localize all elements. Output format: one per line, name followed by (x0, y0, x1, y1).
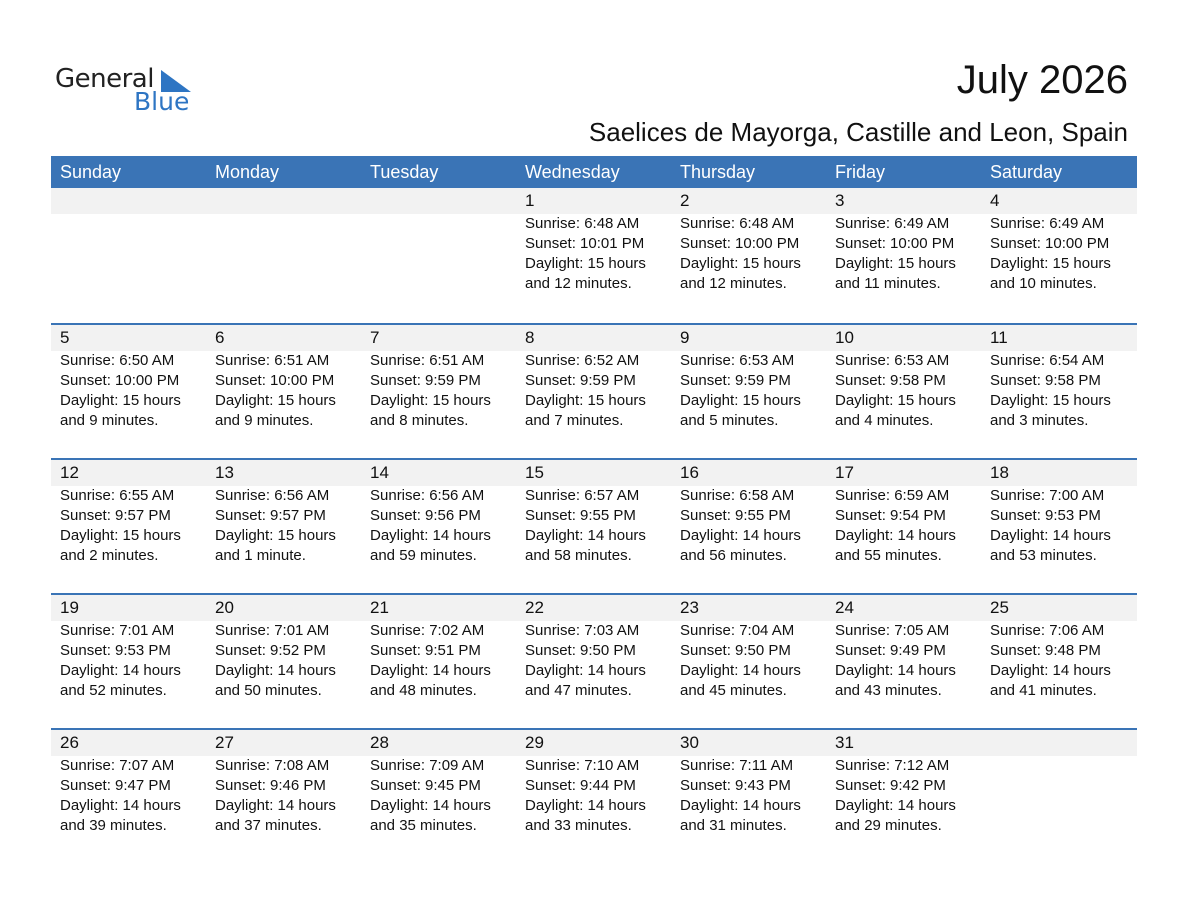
daylight-minutes: and 43 minutes. (835, 682, 942, 699)
sunset-time: Sunset: 10:00 PM (990, 235, 1110, 252)
weekday-wednesday: Wednesday (525, 162, 620, 182)
daylight-minutes: and 9 minutes. (215, 412, 314, 429)
day-number: 16 (680, 463, 699, 482)
day-number: 3 (835, 191, 845, 210)
calendar-week (51, 188, 1137, 323)
calendar-day (361, 325, 516, 458)
calendar-day (516, 460, 671, 593)
day-number: 28 (370, 733, 389, 752)
location-subtitle: Saelices de Mayorga, Castille and Leon, Spain (588, 117, 1128, 147)
daylight-minutes: and 52 minutes. (60, 682, 167, 699)
sunrise-time: Sunrise: 6:55 AM (60, 487, 175, 504)
day-number: 30 (680, 733, 699, 752)
calendar-day (361, 595, 516, 728)
daylight-minutes: and 2 minutes. (60, 547, 159, 564)
sunrise-time: Sunrise: 7:06 AM (990, 622, 1105, 639)
daylight-hours: Daylight: 14 hours (835, 527, 956, 544)
calendar-day (981, 460, 1136, 593)
day-number: 12 (60, 463, 79, 482)
sunset-time: Sunset: 9:49 PM (835, 642, 946, 659)
daylight-hours: Daylight: 15 hours (525, 392, 646, 409)
calendar-day (826, 730, 981, 863)
day-number: 6 (215, 328, 225, 347)
sunrise-time: Sunrise: 6:50 AM (60, 352, 175, 369)
sunset-time: Sunset: 9:57 PM (60, 507, 171, 524)
day-number: 4 (990, 191, 1000, 210)
calendar-day (671, 325, 826, 458)
day-number: 23 (680, 598, 699, 617)
sunrise-time: Sunrise: 6:56 AM (370, 487, 485, 504)
calendar-day (826, 595, 981, 728)
sunrise-time: Sunrise: 7:11 AM (680, 757, 794, 774)
sunrise-time: Sunrise: 7:01 AM (60, 622, 175, 639)
daylight-minutes: and 10 minutes. (990, 275, 1097, 292)
sunset-time: Sunset: 9:59 PM (525, 372, 636, 389)
day-number: 10 (835, 328, 854, 347)
daylight-hours: Daylight: 15 hours (60, 527, 181, 544)
calendar-day-empty (981, 730, 1136, 863)
sunset-time: Sunset: 9:53 PM (990, 507, 1101, 524)
calendar-week (51, 593, 1137, 728)
day-number: 26 (60, 733, 79, 752)
weekday-sunday: Sunday (60, 162, 122, 182)
sunrise-time: Sunrise: 6:48 AM (680, 215, 795, 232)
sunset-time: Sunset: 9:48 PM (990, 642, 1101, 659)
sunset-time: Sunset: 9:56 PM (370, 507, 481, 524)
daylight-hours: Daylight: 14 hours (370, 527, 491, 544)
sunset-time: Sunset: 9:51 PM (370, 642, 481, 659)
sunrise-time: Sunrise: 6:51 AM (370, 352, 485, 369)
sunset-time: Sunset: 9:54 PM (835, 507, 946, 524)
day-number: 19 (60, 598, 79, 617)
daylight-minutes: and 48 minutes. (370, 682, 477, 699)
sunset-time: Sunset: 9:47 PM (60, 777, 171, 794)
day-number: 27 (215, 733, 234, 752)
calendar-day-empty (51, 188, 206, 323)
day-number: 18 (990, 463, 1009, 482)
sunrise-time: Sunrise: 7:12 AM (835, 757, 950, 774)
day-number: 7 (370, 328, 380, 347)
daylight-minutes: and 33 minutes. (525, 817, 632, 834)
sunrise-time: Sunrise: 6:54 AM (990, 352, 1105, 369)
sunset-time: Sunset: 10:00 PM (60, 372, 180, 389)
daylight-hours: Daylight: 14 hours (990, 662, 1111, 679)
daylight-hours: Daylight: 15 hours (215, 392, 336, 409)
daylight-hours: Daylight: 15 hours (680, 392, 801, 409)
day-number: 15 (525, 463, 544, 482)
sunset-time: Sunset: 9:58 PM (835, 372, 946, 389)
calendar-day-empty (206, 188, 361, 323)
calendar-day (206, 325, 361, 458)
day-number: 29 (525, 733, 544, 752)
daylight-minutes: and 59 minutes. (370, 547, 477, 564)
sunset-time: Sunset: 9:42 PM (835, 777, 946, 794)
daylight-hours: Daylight: 14 hours (835, 797, 956, 814)
daylight-hours: Daylight: 15 hours (370, 392, 491, 409)
daylight-hours: Daylight: 15 hours (835, 392, 956, 409)
daylight-minutes: and 55 minutes. (835, 547, 942, 564)
daylight-hours: Daylight: 14 hours (60, 662, 181, 679)
sunrise-time: Sunrise: 6:53 AM (835, 352, 950, 369)
calendar-week (51, 728, 1137, 863)
sunrise-time: Sunrise: 7:08 AM (215, 757, 330, 774)
sunset-time: Sunset: 10:00 PM (215, 372, 335, 389)
calendar-day (206, 730, 361, 863)
daylight-hours: Daylight: 15 hours (835, 255, 956, 272)
daylight-hours: Daylight: 15 hours (680, 255, 801, 272)
sunset-time: Sunset: 9:55 PM (525, 507, 636, 524)
calendar-day (51, 325, 206, 458)
daylight-hours: Daylight: 15 hours (990, 392, 1111, 409)
daylight-hours: Daylight: 14 hours (525, 662, 646, 679)
sunrise-time: Sunrise: 6:49 AM (835, 215, 950, 232)
day-number: 1 (525, 191, 535, 210)
daylight-minutes: and 7 minutes. (525, 412, 624, 429)
daylight-minutes: and 50 minutes. (215, 682, 322, 699)
day-number: 14 (370, 463, 389, 482)
daylight-hours: Daylight: 15 hours (990, 255, 1111, 272)
daylight-minutes: and 12 minutes. (680, 275, 787, 292)
daylight-minutes: and 5 minutes. (680, 412, 779, 429)
day-number: 11 (990, 328, 1008, 347)
calendar-day (51, 730, 206, 863)
sunrise-time: Sunrise: 7:10 AM (525, 757, 640, 774)
sunset-time: Sunset: 9:59 PM (370, 372, 481, 389)
weekday-saturday: Saturday (990, 162, 1063, 182)
sunset-time: Sunset: 9:45 PM (370, 777, 481, 794)
calendar-day (826, 460, 981, 593)
calendar-day (826, 188, 981, 323)
sunset-time: Sunset: 9:43 PM (680, 777, 791, 794)
calendar-day (981, 595, 1136, 728)
sunrise-time: Sunrise: 6:57 AM (525, 487, 640, 504)
sunset-time: Sunset: 10:00 PM (835, 235, 955, 252)
sunset-time: Sunset: 10:01 PM (525, 235, 645, 252)
daylight-minutes: and 35 minutes. (370, 817, 477, 834)
daylight-minutes: and 1 minute. (215, 547, 306, 564)
sunset-time: Sunset: 9:44 PM (525, 777, 636, 794)
daylight-hours: Daylight: 14 hours (680, 662, 801, 679)
sunset-time: Sunset: 10:00 PM (680, 235, 800, 252)
daylight-minutes: and 45 minutes. (680, 682, 787, 699)
day-number: 21 (370, 598, 389, 617)
daylight-hours: Daylight: 14 hours (525, 797, 646, 814)
calendar-day (51, 595, 206, 728)
daylight-hours: Daylight: 14 hours (370, 662, 491, 679)
sunrise-time: Sunrise: 7:07 AM (60, 757, 175, 774)
daylight-minutes: and 8 minutes. (370, 412, 469, 429)
calendar-day (361, 460, 516, 593)
sunset-time: Sunset: 9:55 PM (680, 507, 791, 524)
daylight-hours: Daylight: 14 hours (990, 527, 1111, 544)
daylight-hours: Daylight: 14 hours (215, 662, 336, 679)
sunset-time: Sunset: 9:53 PM (60, 642, 171, 659)
day-number: 8 (525, 328, 535, 347)
logo-blue-text: Blue (134, 87, 190, 116)
daylight-hours: Daylight: 14 hours (370, 797, 491, 814)
sunset-time: Sunset: 9:59 PM (680, 372, 791, 389)
sunrise-time: Sunrise: 6:59 AM (835, 487, 950, 504)
calendar-day (671, 460, 826, 593)
sunset-time: Sunset: 9:57 PM (215, 507, 326, 524)
sunrise-time: Sunrise: 6:58 AM (680, 487, 795, 504)
day-number: 24 (835, 598, 854, 617)
daylight-minutes: and 9 minutes. (60, 412, 159, 429)
sunrise-time: Sunrise: 6:51 AM (215, 352, 330, 369)
day-number: 17 (835, 463, 854, 482)
daylight-minutes: and 41 minutes. (990, 682, 1097, 699)
sunrise-time: Sunrise: 6:48 AM (525, 215, 640, 232)
calendar-day (671, 188, 826, 323)
logo (55, 64, 205, 120)
sunrise-time: Sunrise: 6:52 AM (525, 352, 640, 369)
calendar-day (671, 730, 826, 863)
sunrise-time: Sunrise: 7:00 AM (990, 487, 1105, 504)
sunset-time: Sunset: 9:58 PM (990, 372, 1101, 389)
calendar-grid (51, 188, 1137, 863)
daylight-minutes: and 37 minutes. (215, 817, 322, 834)
calendar-day (981, 188, 1136, 323)
calendar-day (981, 325, 1136, 458)
sunrise-time: Sunrise: 7:09 AM (370, 757, 485, 774)
daylight-hours: Daylight: 14 hours (525, 527, 646, 544)
sunrise-time: Sunrise: 6:53 AM (680, 352, 795, 369)
sunrise-time: Sunrise: 7:02 AM (370, 622, 485, 639)
daylight-minutes: and 3 minutes. (990, 412, 1089, 429)
calendar-day (516, 188, 671, 323)
sunrise-time: Sunrise: 7:05 AM (835, 622, 950, 639)
daylight-hours: Daylight: 14 hours (835, 662, 956, 679)
sunset-time: Sunset: 9:50 PM (525, 642, 636, 659)
sunrise-time: Sunrise: 7:03 AM (525, 622, 640, 639)
sunrise-time: Sunrise: 7:04 AM (680, 622, 795, 639)
sunrise-time: Sunrise: 6:56 AM (215, 487, 330, 504)
daylight-minutes: and 39 minutes. (60, 817, 167, 834)
weekday-friday: Friday (835, 162, 886, 182)
calendar-day (361, 730, 516, 863)
day-number: 5 (60, 328, 70, 347)
daylight-hours: Daylight: 14 hours (60, 797, 181, 814)
sunset-time: Sunset: 9:46 PM (215, 777, 326, 794)
day-number: 13 (215, 463, 234, 482)
daylight-minutes: and 12 minutes. (525, 275, 632, 292)
daylight-hours: Daylight: 15 hours (525, 255, 646, 272)
day-number: 22 (525, 598, 544, 617)
weekday-header (51, 156, 1137, 188)
daylight-minutes: and 53 minutes. (990, 547, 1097, 564)
daylight-minutes: and 4 minutes. (835, 412, 934, 429)
logo-general-text: General (55, 64, 154, 94)
daylight-hours: Daylight: 15 hours (60, 392, 181, 409)
day-number: 31 (835, 733, 854, 752)
daylight-hours: Daylight: 14 hours (680, 527, 801, 544)
page-title: July 2026 (956, 58, 1128, 102)
daylight-hours: Daylight: 14 hours (680, 797, 801, 814)
calendar-week (51, 458, 1137, 593)
daylight-minutes: and 11 minutes. (835, 275, 941, 292)
sunset-time: Sunset: 9:50 PM (680, 642, 791, 659)
day-number: 20 (215, 598, 234, 617)
sunrise-time: Sunrise: 7:01 AM (215, 622, 330, 639)
calendar-day (516, 595, 671, 728)
calendar-day (516, 325, 671, 458)
daylight-minutes: and 58 minutes. (525, 547, 632, 564)
daylight-minutes: and 31 minutes. (680, 817, 787, 834)
day-number: 9 (680, 328, 690, 347)
calendar-day (206, 460, 361, 593)
daylight-minutes: and 47 minutes. (525, 682, 632, 699)
sunset-time: Sunset: 9:52 PM (215, 642, 326, 659)
calendar-day (826, 325, 981, 458)
calendar-day (206, 595, 361, 728)
calendar-week (51, 323, 1137, 458)
weekday-tuesday: Tuesday (370, 162, 439, 182)
calendar-day-empty (361, 188, 516, 323)
calendar-day (516, 730, 671, 863)
sunrise-time: Sunrise: 6:49 AM (990, 215, 1105, 232)
daylight-hours: Daylight: 14 hours (215, 797, 336, 814)
daylight-hours: Daylight: 15 hours (215, 527, 336, 544)
weekday-thursday: Thursday (680, 162, 756, 182)
calendar-day (671, 595, 826, 728)
daylight-minutes: and 56 minutes. (680, 547, 787, 564)
day-number: 2 (680, 191, 690, 210)
day-number: 25 (990, 598, 1009, 617)
daylight-minutes: and 29 minutes. (835, 817, 942, 834)
weekday-monday: Monday (215, 162, 280, 182)
calendar-day (51, 460, 206, 593)
